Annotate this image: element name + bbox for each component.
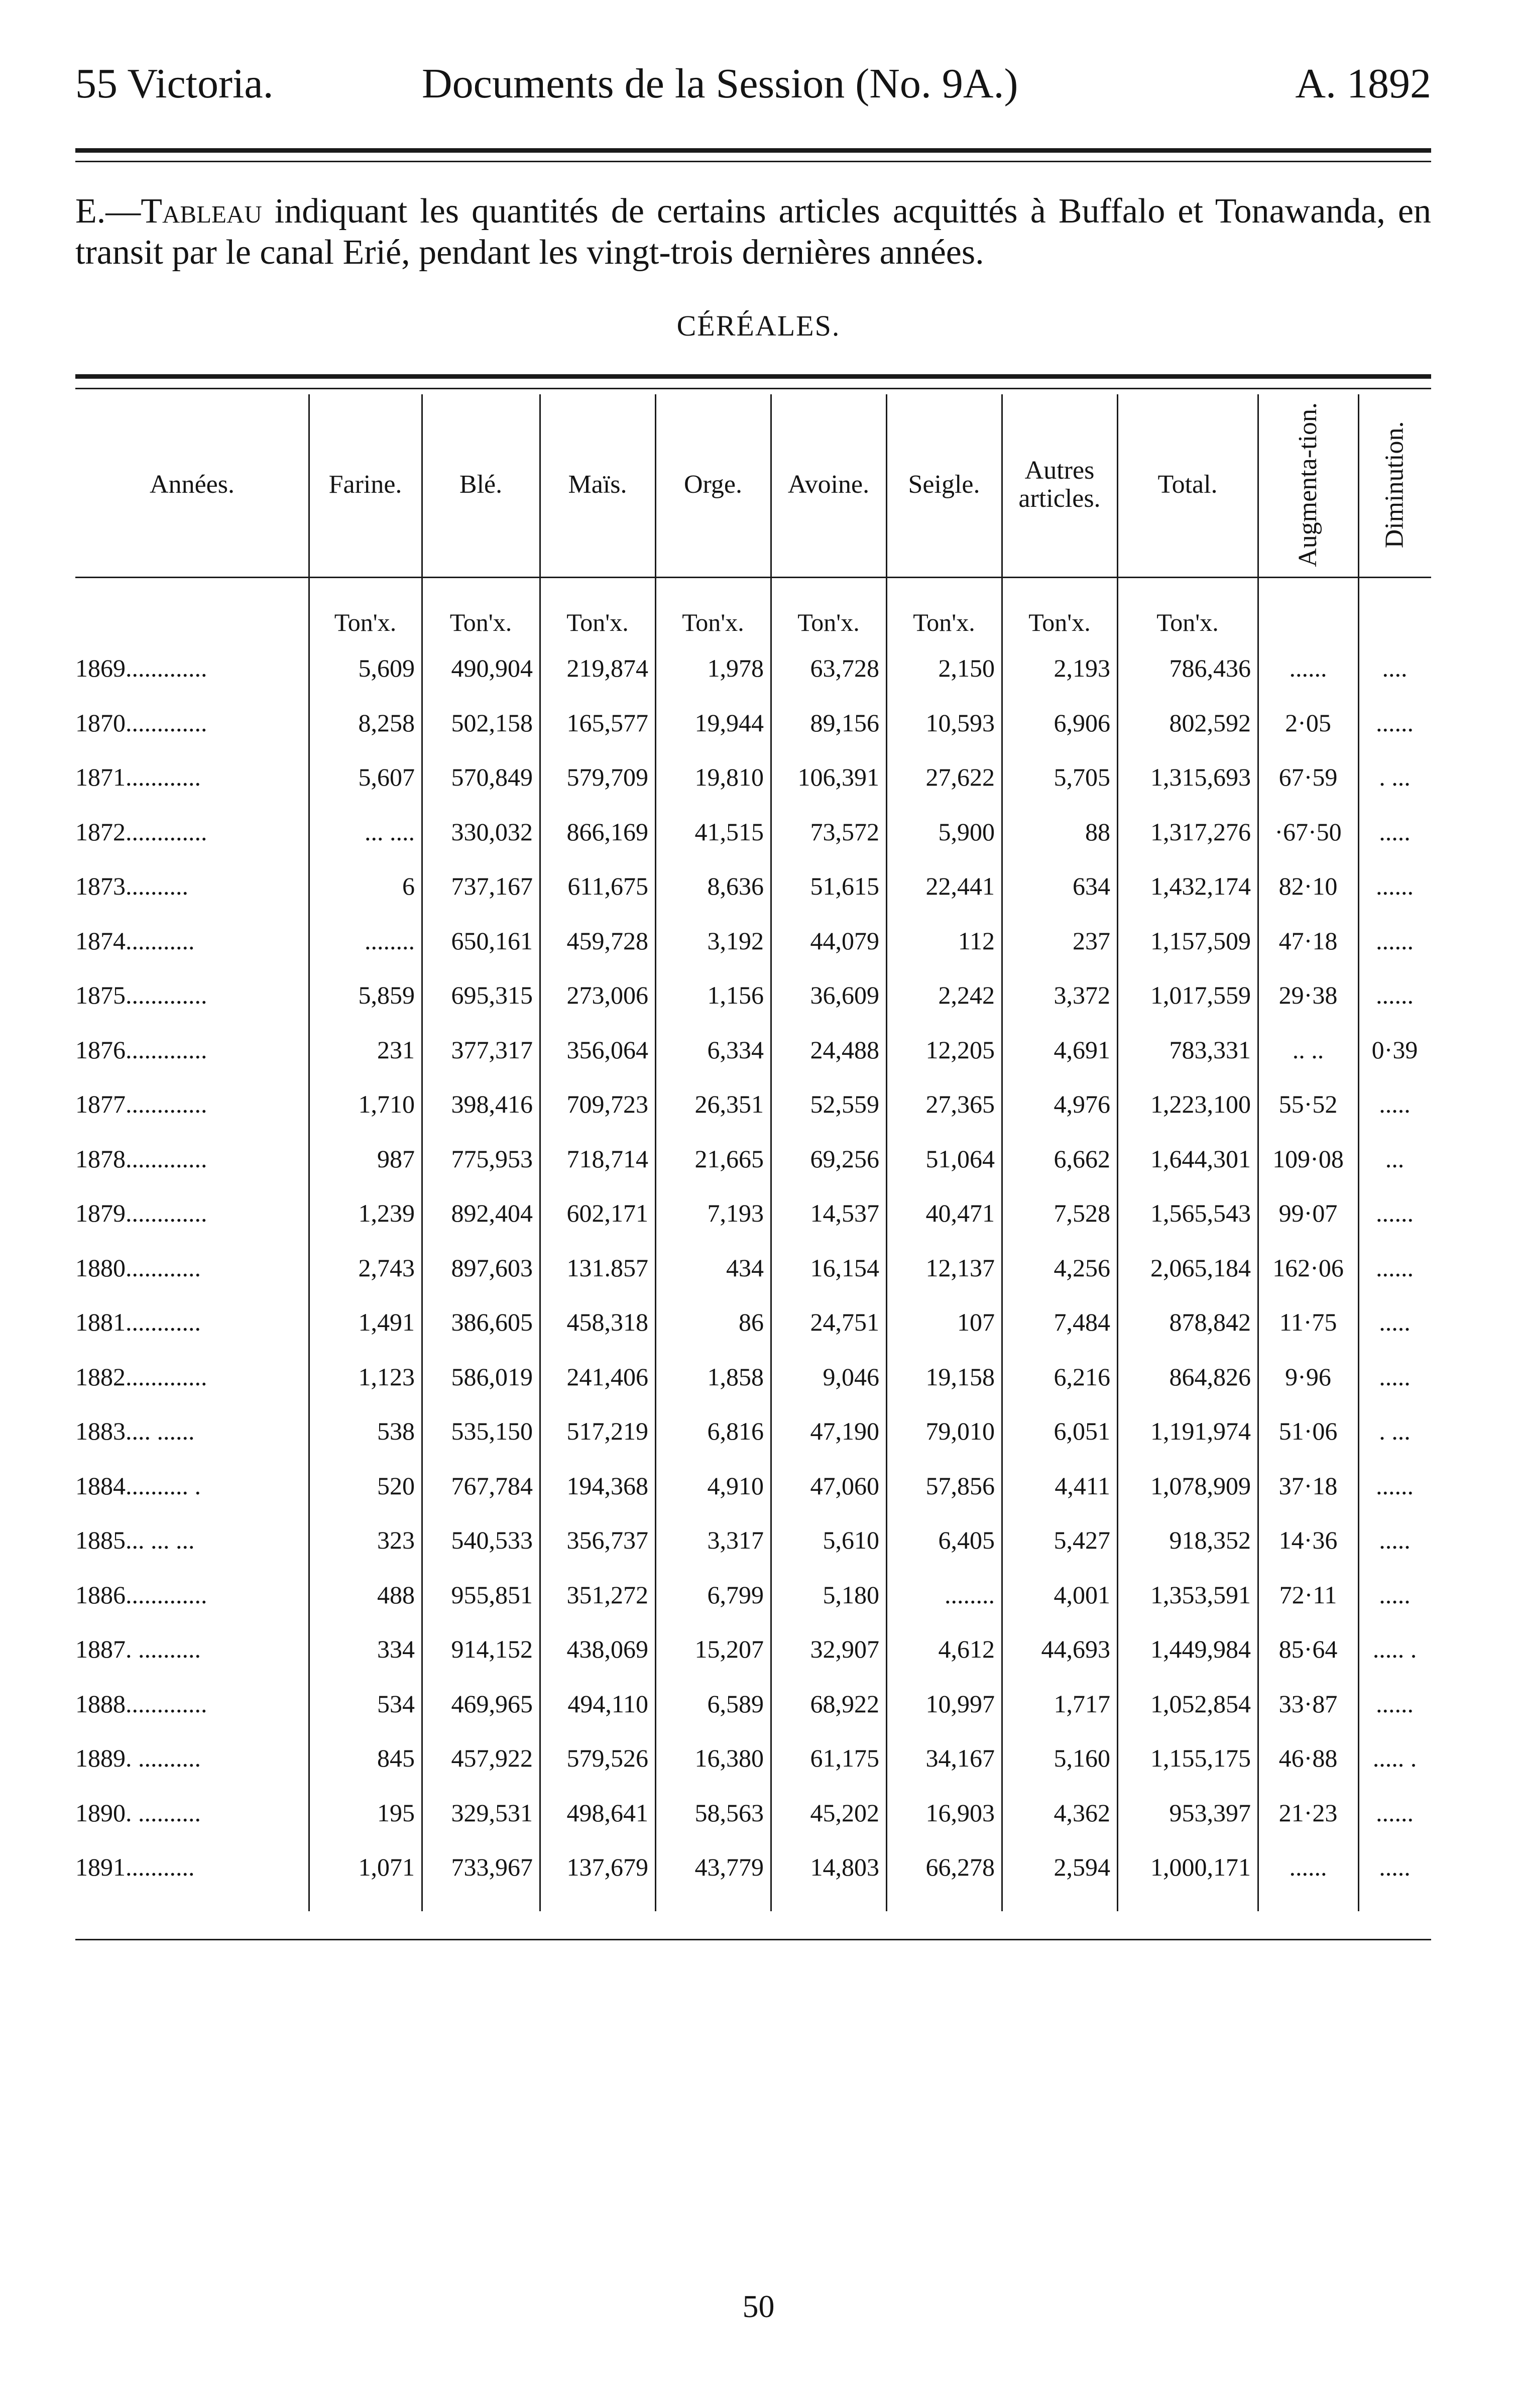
cell-annee: 1871............ (75, 763, 201, 791)
cell-farine: 845 (377, 1744, 415, 1772)
cell-diminution: ..... . (1372, 1635, 1417, 1663)
cell-farine: 5,607 (358, 763, 415, 791)
running-header (75, 59, 1431, 115)
cell-farine: 195 (377, 1799, 415, 1827)
cell-farine: 488 (377, 1581, 415, 1609)
cell-farine: 5,859 (358, 981, 415, 1009)
cell-diminution: ..... (1379, 1090, 1411, 1118)
cell-ble: 377,317 (451, 1036, 533, 1064)
cell-autres: 4,362 (1054, 1799, 1110, 1827)
cell-mais: 579,526 (566, 1744, 648, 1772)
cell-autres: 88 (1085, 818, 1110, 846)
cell-total: 1,317,276 (1150, 818, 1251, 846)
cell-mais: 866,169 (566, 818, 648, 846)
cell-autres: 6,906 (1054, 709, 1110, 737)
cell-autres: 7,484 (1054, 1308, 1110, 1336)
column-header-label: Avoine. (787, 470, 870, 499)
unit-label: Ton'x. (1028, 608, 1091, 636)
column-header-label: Maïs. (568, 470, 627, 499)
cell-autres: 4,001 (1054, 1581, 1110, 1609)
cell-autres: 634 (1073, 872, 1110, 900)
cell-augmentation: 99·07 (1278, 1199, 1338, 1227)
cell-orge: 58,563 (694, 1799, 764, 1827)
cell-autres: 237 (1073, 927, 1110, 955)
cell-autres: 3,372 (1054, 981, 1110, 1009)
column-header-label: Farine. (328, 470, 402, 499)
cell-orge: 16,380 (694, 1744, 764, 1772)
cell-mais: 356,737 (566, 1526, 648, 1554)
cell-seigle: 12,205 (925, 1036, 995, 1064)
cell-diminution: ...... (1376, 981, 1414, 1009)
cell-total: 1,155,175 (1150, 1744, 1251, 1772)
unit-label: Ton'x. (334, 608, 397, 636)
cell-ble: 570,849 (451, 763, 533, 791)
unit-label: Ton'x. (797, 608, 860, 636)
cell-autres: 2,193 (1054, 654, 1110, 682)
cell-seigle: 2,242 (938, 981, 995, 1009)
cell-diminution: ...... (1376, 1199, 1414, 1227)
cell-seigle: 34,167 (925, 1744, 995, 1772)
cell-avoine: 14,537 (810, 1199, 879, 1227)
cell-autres: 5,427 (1054, 1526, 1110, 1554)
cell-annee: 1869............. (75, 654, 207, 682)
cell-orge: 1,858 (707, 1363, 764, 1391)
cell-avoine: 14,803 (810, 1853, 879, 1881)
cell-mais: 611,675 (567, 872, 648, 900)
cell-farine: 1,491 (358, 1308, 415, 1336)
cell-avoine: 45,202 (810, 1799, 879, 1827)
cell-augmentation: 37·18 (1278, 1472, 1338, 1500)
cell-avoine: 69,256 (810, 1145, 879, 1173)
unit-label: Ton'x. (449, 608, 512, 636)
cell-autres: 7,528 (1054, 1199, 1110, 1227)
cell-avoine: 61,175 (810, 1744, 879, 1772)
cell-total: 783,331 (1169, 1036, 1251, 1064)
cell-orge: 8,636 (707, 872, 764, 900)
unit-label: Ton'x. (1156, 608, 1219, 636)
cell-augmentation: 33·87 (1278, 1690, 1338, 1718)
column-header-mais (540, 394, 655, 575)
cell-seigle: 79,010 (925, 1417, 995, 1445)
cell-seigle: 107 (957, 1308, 995, 1336)
cell-augmentation: ...... (1289, 654, 1327, 682)
cell-annee: 1884.......... . (75, 1472, 201, 1500)
column-header-avoine (771, 394, 886, 575)
cell-annee: 1890. .......... (75, 1799, 201, 1827)
cell-autres: 1,717 (1054, 1690, 1110, 1718)
cell-augmentation: ·67·50 (1274, 818, 1342, 846)
cell-avoine: 73,572 (810, 818, 879, 846)
cell-diminution: ..... (1379, 1581, 1411, 1609)
cell-annee: 1875............. (75, 981, 207, 1009)
cell-farine: 1,123 (358, 1363, 415, 1391)
cell-orge: 3,192 (707, 927, 764, 955)
cell-farine: ........ (365, 927, 415, 955)
cell-mais: 356,064 (566, 1036, 648, 1064)
cell-ble: 398,416 (451, 1090, 533, 1118)
cell-mais: 579,709 (566, 763, 648, 791)
column-header-autres (1002, 394, 1117, 575)
cell-orge: 21,665 (694, 1145, 764, 1173)
cell-augmentation: 82·10 (1278, 872, 1338, 900)
cell-augmentation: 14·36 (1278, 1526, 1338, 1554)
cell-augmentation: 162·06 (1272, 1254, 1344, 1282)
cell-total: 1,315,693 (1150, 763, 1251, 791)
cell-diminution: ...... (1376, 872, 1414, 900)
cell-orge: 41,515 (694, 818, 764, 846)
cell-ble: 897,603 (451, 1254, 533, 1282)
cell-total: 2,065,184 (1150, 1254, 1251, 1282)
cell-orge: 1,156 (707, 981, 764, 1009)
cell-farine: 520 (377, 1472, 415, 1500)
cell-mais: 165,577 (566, 709, 648, 737)
cell-farine: 5,609 (358, 654, 415, 682)
cell-ble: 386,605 (451, 1308, 533, 1336)
cell-augmentation: 85·64 (1278, 1635, 1338, 1663)
cell-seigle: 10,997 (925, 1690, 995, 1718)
cell-avoine: 51,615 (810, 872, 879, 900)
cell-annee: 1877............. (75, 1090, 207, 1118)
cell-diminution: 0·39 (1371, 1036, 1418, 1064)
cell-ble: 490,904 (451, 654, 533, 682)
cell-total: 1,353,591 (1150, 1581, 1251, 1609)
cell-orge: 19,810 (694, 763, 764, 791)
column-header-label: Augmenta-tion. (1294, 402, 1323, 567)
cell-seigle: 27,622 (925, 763, 995, 791)
cell-ble: 955,851 (451, 1581, 533, 1609)
cell-seigle: 6,405 (938, 1526, 995, 1554)
cell-total: 802,592 (1169, 709, 1251, 737)
unit-label: Ton'x. (682, 608, 744, 636)
cell-avoine: 5,610 (823, 1526, 879, 1554)
cell-total: 1,644,301 (1150, 1145, 1251, 1173)
cell-total: 1,157,509 (1150, 927, 1251, 955)
cell-seigle: 40,471 (925, 1199, 995, 1227)
cell-total: 786,436 (1169, 654, 1251, 682)
cell-annee: 1873.......... (75, 872, 188, 900)
cell-annee: 1879............. (75, 1199, 207, 1227)
cell-augmentation: 2·05 (1285, 709, 1331, 737)
table-header-rule (75, 577, 1431, 578)
column-header-label: Blé. (459, 470, 503, 499)
cell-augmentation: 51·06 (1278, 1417, 1338, 1445)
cell-autres: 2,594 (1054, 1853, 1110, 1881)
cell-autres: 4,691 (1054, 1036, 1110, 1064)
cell-orge: 1,978 (707, 654, 764, 682)
cell-mais: 718,714 (566, 1145, 648, 1173)
table-top-rule-thin (75, 388, 1431, 389)
cell-mais: 517,219 (566, 1417, 648, 1445)
cell-seigle: 27,365 (925, 1090, 995, 1118)
cell-annee: 1887. .......... (75, 1635, 201, 1663)
column-header-label: Diminution. (1380, 421, 1409, 549)
cell-seigle: 4,612 (938, 1635, 995, 1663)
cell-avoine: 47,060 (810, 1472, 879, 1500)
cell-orge: 4,910 (707, 1472, 764, 1500)
cell-orge: 43,779 (694, 1853, 764, 1881)
cell-diminution: ... (1385, 1145, 1405, 1173)
cell-total: 1,078,909 (1150, 1472, 1251, 1500)
cell-orge: 3,317 (707, 1526, 764, 1554)
cell-seigle: 57,856 (925, 1472, 995, 1500)
cell-seigle: 16,903 (925, 1799, 995, 1827)
cell-seigle: 22,441 (925, 872, 995, 900)
cell-mais: 458,318 (566, 1308, 648, 1336)
table-subtitle: CÉRÉALES. (676, 309, 841, 342)
page-number: 50 (742, 2288, 775, 2324)
cell-autres: 4,976 (1054, 1090, 1110, 1118)
cell-orge: 434 (726, 1254, 764, 1282)
cell-seigle: 10,593 (925, 709, 995, 737)
cell-autres: 5,160 (1054, 1744, 1110, 1772)
cell-augmentation: 109·08 (1272, 1145, 1344, 1173)
cell-farine: 1,239 (358, 1199, 415, 1227)
unit-label: Ton'x. (913, 608, 975, 636)
header-document: Documents de la Session (No. 9A.) (422, 60, 1018, 107)
column-header-seigle (886, 394, 1002, 575)
cell-seigle: 66,278 (925, 1853, 995, 1881)
cell-augmentation: .. .. (1292, 1036, 1324, 1064)
cell-autres: 6,662 (1054, 1145, 1110, 1173)
table-bottom-rule (75, 1939, 1431, 1940)
cell-total: 1,449,984 (1150, 1635, 1251, 1663)
cell-farine: 323 (377, 1526, 415, 1554)
cell-farine: ... .... (365, 818, 415, 846)
cell-ble: 329,531 (451, 1799, 533, 1827)
cell-diminution: ...... (1376, 1254, 1414, 1282)
column-header-farine (309, 394, 422, 575)
cell-annee: 1878............. (75, 1145, 207, 1173)
cell-diminution: ...... (1376, 1690, 1414, 1718)
cell-seigle: 51,064 (925, 1145, 995, 1173)
cell-ble: 892,404 (451, 1199, 533, 1227)
cell-augmentation: 11·75 (1279, 1308, 1337, 1336)
cell-orge: 7,193 (707, 1199, 764, 1227)
cell-mais: 131.857 (566, 1254, 648, 1282)
cell-orge: 6,589 (707, 1690, 764, 1718)
cell-ble: 737,167 (451, 872, 533, 900)
cell-orge: 26,351 (694, 1090, 764, 1118)
cell-annee: 1882............. (75, 1363, 207, 1391)
cell-orge: 15,207 (694, 1635, 764, 1663)
column-header-label: Total. (1157, 470, 1218, 499)
header-year: A. 1892 (1295, 60, 1431, 107)
cell-total: 1,432,174 (1150, 872, 1251, 900)
cell-augmentation: 21·23 (1278, 1799, 1338, 1827)
cell-farine: 1,710 (358, 1090, 415, 1118)
cell-ble: 540,533 (451, 1526, 533, 1554)
cell-avoine: 52,559 (810, 1090, 879, 1118)
cell-total: 1,052,854 (1150, 1690, 1251, 1718)
cell-annee: 1885... ... ... (75, 1526, 195, 1554)
cell-seigle: 5,900 (938, 818, 995, 846)
cell-total: 878,842 (1169, 1308, 1251, 1336)
cell-orge: 19,944 (694, 709, 764, 737)
cell-diminution: .... (1382, 654, 1408, 682)
cell-annee: 1883.... ...... (75, 1417, 195, 1445)
cell-augmentation: 55·52 (1278, 1090, 1338, 1118)
cell-total: 864,826 (1169, 1363, 1251, 1391)
cell-diminution: ...... (1376, 1799, 1414, 1827)
cell-total: 1,017,559 (1150, 981, 1251, 1009)
cell-mais: 494,110 (567, 1690, 648, 1718)
cell-diminution: ..... (1379, 818, 1411, 846)
cell-avoine: 36,609 (810, 981, 879, 1009)
cell-annee: 1888............. (75, 1690, 207, 1718)
cell-farine: 334 (377, 1635, 415, 1663)
cell-autres: 6,216 (1054, 1363, 1110, 1391)
cell-autres: 6,051 (1054, 1417, 1110, 1445)
cell-mais: 219,874 (566, 654, 648, 682)
cell-annee: 1874........... (75, 927, 195, 955)
cell-mais: 273,006 (566, 981, 648, 1009)
cell-annee: 1870............. (75, 709, 207, 737)
cell-annee: 1886............. (75, 1581, 207, 1609)
cell-ble: 650,161 (451, 927, 533, 955)
caption-label: E.— (75, 192, 141, 231)
caption-text: indiquant les quantités de certains articles acquittés à Buffalo et Tonawanda, en transit par le canal Erié, pendant les vingt-trois dernières années. (75, 192, 1431, 272)
caption-label-smallcaps: Tableau (141, 192, 262, 231)
cell-augmentation: 47·18 (1278, 927, 1338, 955)
cell-diminution: ...... (1376, 1472, 1414, 1500)
cell-farine: 231 (377, 1036, 415, 1064)
cell-mais: 602,171 (566, 1199, 648, 1227)
cell-ble: 535,150 (451, 1417, 533, 1445)
cell-farine: 8,258 (358, 709, 415, 737)
cell-avoine: 63,728 (810, 654, 879, 682)
cell-seigle: 12,137 (925, 1254, 995, 1282)
cell-total: 953,397 (1169, 1799, 1251, 1827)
cell-mais: 351,272 (566, 1581, 648, 1609)
cell-augmentation: 46·88 (1278, 1744, 1338, 1772)
table-caption (75, 191, 1431, 273)
cell-ble: 457,922 (451, 1744, 533, 1772)
cell-diminution: ..... (1379, 1526, 1411, 1554)
cell-mais: 498,641 (566, 1799, 648, 1827)
column-header-diminution (1358, 394, 1431, 575)
cell-avoine: 24,488 (810, 1036, 879, 1064)
cell-autres: 5,705 (1054, 763, 1110, 791)
cell-orge: 6,816 (707, 1417, 764, 1445)
cell-mais: 194,368 (566, 1472, 648, 1500)
cell-orge: 6,334 (707, 1036, 764, 1064)
column-header-ble (422, 394, 540, 575)
column-header-label: Autres articles. (1018, 456, 1101, 513)
cell-avoine: 47,190 (810, 1417, 879, 1445)
cell-augmentation: 29·38 (1278, 981, 1338, 1009)
cell-augmentation: 9·96 (1285, 1363, 1331, 1391)
cell-annee: 1872............. (75, 818, 207, 846)
header-rule-thin (75, 161, 1431, 162)
cell-diminution: ..... (1379, 1853, 1411, 1881)
cell-seigle: 112 (958, 927, 995, 955)
cell-diminution: ...... (1376, 709, 1414, 737)
cell-ble: 330,032 (451, 818, 533, 846)
column-header-total (1117, 394, 1258, 575)
cell-augmentation: 72·11 (1279, 1581, 1337, 1609)
cell-avoine: 5,180 (823, 1581, 879, 1609)
cell-autres: 44,693 (1041, 1635, 1110, 1663)
cell-orge: 86 (739, 1308, 764, 1336)
header-session: 55 Victoria. (75, 60, 274, 107)
cell-diminution: ..... (1379, 1363, 1411, 1391)
header-rule-thick (75, 148, 1431, 153)
column-header-augmentation (1258, 394, 1358, 575)
cell-farine: 1,071 (358, 1853, 415, 1881)
cell-farine: 538 (377, 1417, 415, 1445)
cell-total: 918,352 (1169, 1526, 1251, 1554)
cell-diminution: . ... (1379, 763, 1411, 791)
column-header-annee (75, 394, 309, 575)
cell-total: 1,191,974 (1150, 1417, 1251, 1445)
column-header-label: Orge. (683, 470, 742, 499)
cell-augmentation: 67·59 (1278, 763, 1338, 791)
column-header-orge (655, 394, 771, 575)
cell-avoine: 68,922 (810, 1690, 879, 1718)
cell-annee: 1880............ (75, 1254, 201, 1282)
cell-avoine: 24,751 (810, 1308, 879, 1336)
cell-autres: 4,411 (1055, 1472, 1110, 1500)
cell-seigle: 2,150 (938, 654, 995, 682)
cell-mais: 438,069 (566, 1635, 648, 1663)
cell-diminution: ...... (1376, 927, 1414, 955)
cell-annee: 1891........... (75, 1853, 195, 1881)
cell-farine: 2,743 (358, 1254, 415, 1282)
cell-augmentation: ...... (1289, 1853, 1327, 1881)
cell-annee: 1881............ (75, 1308, 201, 1336)
cell-avoine: 16,154 (810, 1254, 879, 1282)
cell-ble: 775,953 (451, 1145, 533, 1173)
cell-avoine: 89,156 (810, 709, 879, 737)
cell-ble: 767,784 (451, 1472, 533, 1500)
cell-farine: 987 (377, 1145, 415, 1173)
cell-mais: 137,679 (566, 1853, 648, 1881)
cell-farine: 6 (402, 872, 415, 900)
cell-ble: 914,152 (451, 1635, 533, 1663)
cell-total: 1,000,171 (1150, 1853, 1251, 1881)
cell-mais: 459,728 (566, 927, 648, 955)
cell-annee: 1876............. (75, 1036, 207, 1064)
column-header-label: Seigle. (908, 470, 980, 499)
cell-mais: 241,406 (566, 1363, 648, 1391)
cell-ble: 733,967 (451, 1853, 533, 1881)
cell-avoine: 106,391 (797, 763, 879, 791)
cell-total: 1,223,100 (1150, 1090, 1251, 1118)
cell-ble: 502,158 (451, 709, 533, 737)
cell-avoine: 9,046 (823, 1363, 879, 1391)
cell-seigle: 19,158 (925, 1363, 995, 1391)
cell-ble: 469,965 (451, 1690, 533, 1718)
cell-autres: 4,256 (1054, 1254, 1110, 1282)
column-header-label: Années. (150, 470, 235, 499)
unit-label: Ton'x. (566, 608, 629, 636)
table-top-rule-thick (75, 374, 1431, 379)
cell-avoine: 44,079 (810, 927, 879, 955)
cell-total: 1,565,543 (1150, 1199, 1251, 1227)
cell-seigle: ........ (945, 1581, 995, 1609)
cell-avoine: 32,907 (810, 1635, 879, 1663)
cell-mais: 709,723 (566, 1090, 648, 1118)
cell-annee: 1889. .......... (75, 1744, 201, 1772)
cell-diminution: ..... (1379, 1308, 1411, 1336)
cell-diminution: . ... (1379, 1417, 1411, 1445)
cell-ble: 586,019 (451, 1363, 533, 1391)
cell-farine: 534 (377, 1690, 415, 1718)
cell-orge: 6,799 (707, 1581, 764, 1609)
cell-diminution: ..... . (1372, 1744, 1417, 1772)
cell-ble: 695,315 (451, 981, 533, 1009)
